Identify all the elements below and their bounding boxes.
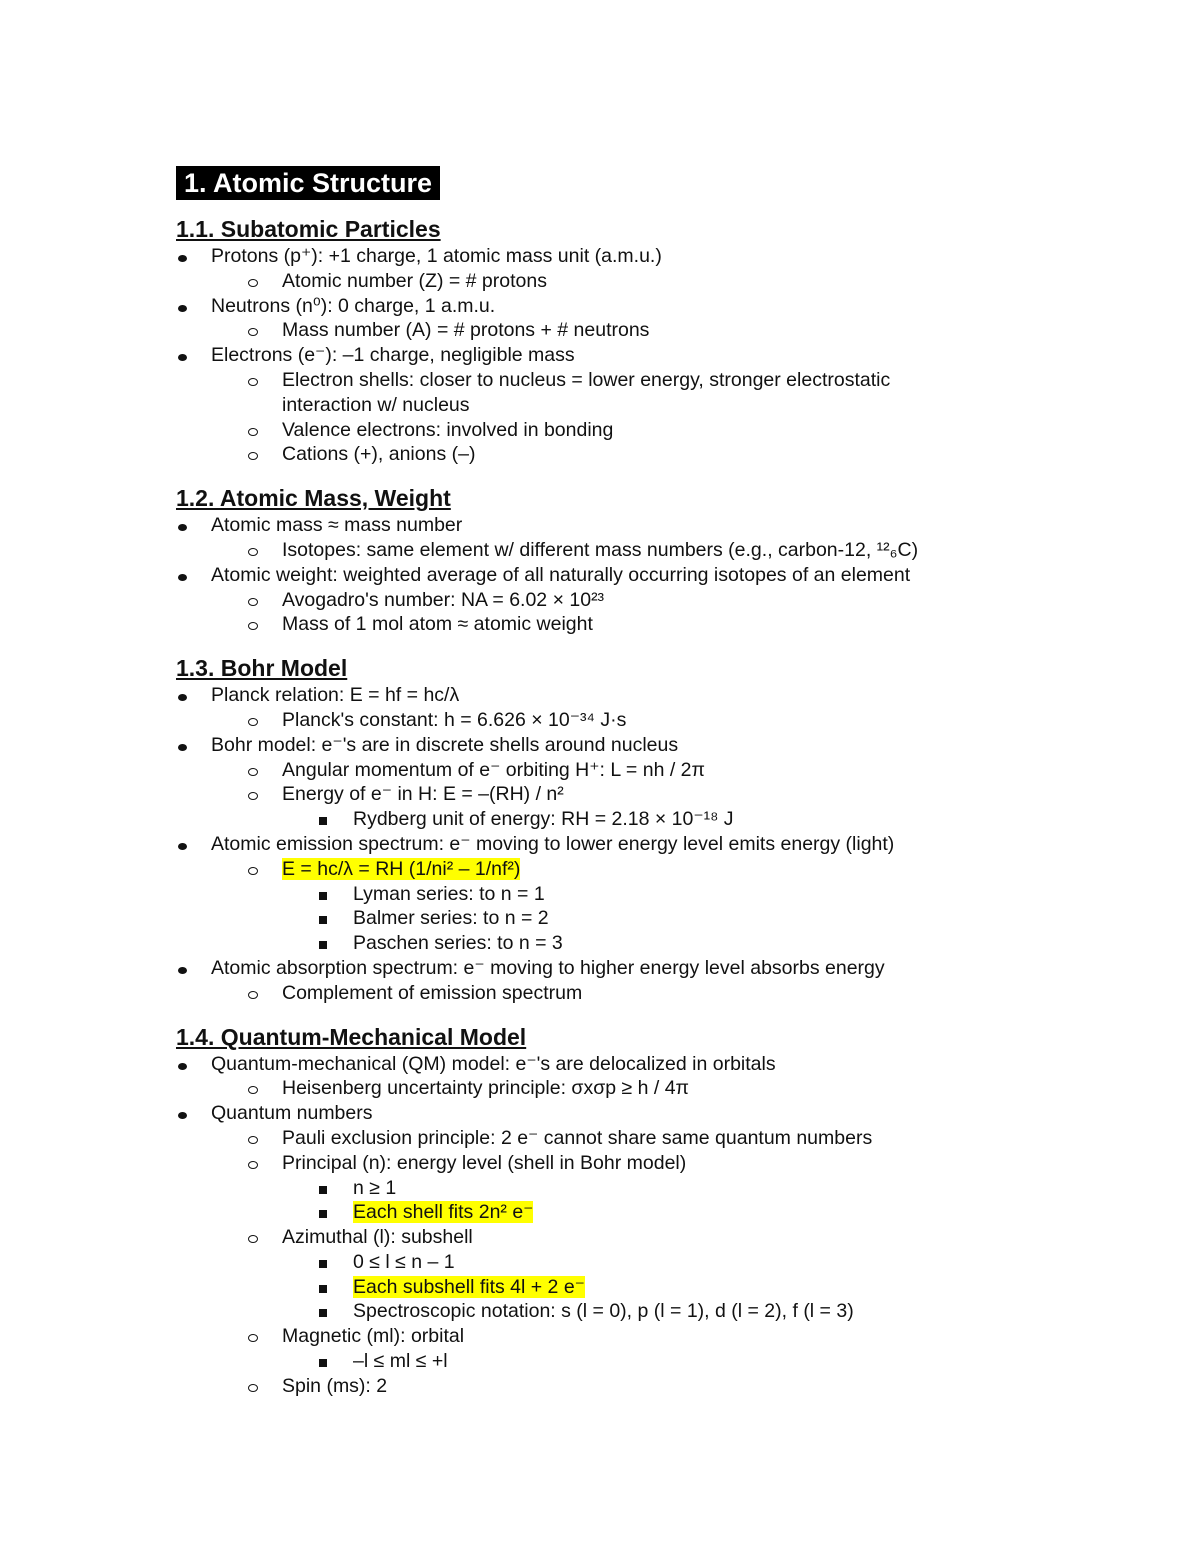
subbullet-complement	[176, 981, 1136, 1006]
bullet-emission-spectrum	[176, 832, 1136, 857]
bullet-circle-icon	[248, 378, 258, 386]
subsubbullet-paschen	[176, 931, 1136, 956]
item-text: Bohr model: e⁻'s are in discrete shells around nucleus	[211, 733, 679, 756]
bullet-circle-icon	[248, 428, 258, 436]
bullet-square-icon	[319, 817, 327, 825]
bullet-quantum-numbers	[176, 1101, 1136, 1126]
bullet-atomic-weight	[176, 563, 1136, 588]
item-text: Principal (n): energy level (shell in Bohr model)	[282, 1151, 687, 1174]
bullet-square-icon	[319, 1210, 327, 1218]
subsubbullet-n-range	[176, 1176, 1136, 1201]
subbullet-mass-number	[176, 318, 1136, 343]
item-text: Angular momentum of e⁻ orbiting H⁺: L = nh / 2π	[282, 758, 705, 781]
bullet-circle-icon	[248, 598, 258, 606]
bullet-circle-icon	[248, 1136, 258, 1144]
item-text: Cations (+), anions (–)	[282, 443, 476, 466]
item-text: Spin (ms): 2	[282, 1374, 388, 1397]
bullet-circle-icon	[248, 792, 258, 800]
subbullet-mass-of-mol	[176, 612, 1136, 637]
item-text: Atomic absorption spectrum: e⁻ moving to higher energy level absorbs energy	[211, 956, 885, 979]
bullet-circle-icon	[248, 867, 258, 875]
item-text: n ≥ 1	[353, 1176, 397, 1199]
item-text: Avogadro's number: NA = 6.02 × 10²³	[282, 588, 605, 611]
section-heading-quantum-mechanical-model: 1.4. Quantum-Mechanical Model	[176, 1023, 527, 1050]
bullet-disc-icon	[178, 843, 187, 850]
bullet-atomic-mass	[176, 513, 1136, 538]
bullet-circle-icon	[248, 548, 258, 556]
bullet-disc-icon	[178, 574, 187, 581]
item-text: Valence electrons: involved in bonding	[282, 418, 614, 441]
item-text: Mass number (A) = # protons + # neutrons	[282, 319, 650, 342]
subbullet-avogadro	[176, 588, 1136, 613]
subbullet-energy-of-electron	[176, 782, 1136, 807]
item-text: Paschen series: to n = 3	[353, 932, 563, 955]
section-heading-atomic-mass-weight: 1.2. Atomic Mass, Weight	[176, 485, 451, 512]
bullet-disc-icon	[178, 255, 187, 262]
subsubbullet-shell-capacity	[176, 1200, 1136, 1225]
item-text: Azimuthal (l): subshell	[282, 1226, 473, 1249]
item-text: Rydberg unit of energy: RH = 2.18 × 10⁻¹⁸ J	[353, 808, 734, 831]
bullet-disc-icon	[178, 694, 187, 701]
bullet-circle-icon	[248, 1235, 258, 1243]
item-text: Complement of emission spectrum	[282, 981, 583, 1004]
document-page	[176, 166, 1136, 1399]
subbullet-cations-anions	[176, 442, 1136, 467]
subsubbullet-ml-range	[176, 1349, 1136, 1374]
subbullet-valence-electrons	[176, 418, 1136, 443]
bullet-square-icon	[319, 892, 327, 900]
bullet-square-icon	[319, 1359, 327, 1367]
bullet-circle-icon	[248, 1384, 258, 1392]
item-text: 0 ≤ l ≤ n – 1	[353, 1250, 455, 1273]
subbullet-electron-shells	[176, 368, 1136, 418]
subsubbullet-rydberg	[176, 807, 1136, 832]
bullet-square-icon	[319, 941, 327, 949]
bullet-circle-icon	[248, 991, 258, 999]
item-text: Planck relation: E = hf = hc/λ	[211, 684, 460, 707]
item-text: Balmer series: to n = 2	[353, 907, 549, 930]
bullet-disc-icon	[178, 305, 187, 312]
subbullet-principal	[176, 1151, 1136, 1176]
subsubbullet-l-range	[176, 1250, 1136, 1275]
item-text: Atomic emission spectrum: e⁻ moving to lower energy level emits energy (light)	[211, 832, 895, 855]
section-heading-bohr-model: 1.3. Bohr Model	[176, 655, 348, 682]
bullet-planck-relation	[176, 683, 1136, 708]
bullet-disc-icon	[178, 1063, 187, 1070]
subbullet-pauli	[176, 1126, 1136, 1151]
subbullet-magnetic	[176, 1324, 1136, 1349]
item-text: Electron shells: closer to nucleus = lower energy, stronger electrostatic interaction w/ nucleus	[282, 368, 891, 416]
item-text: Quantum-mechanical (QM) model: e⁻'s are delocalized in orbitals	[211, 1052, 776, 1075]
item-text: Neutrons (n⁰): 0 charge, 1 a.m.u.	[211, 294, 496, 317]
item-text: Atomic number (Z) = # protons	[282, 269, 547, 292]
bullet-circle-icon	[248, 452, 258, 460]
item-text-highlighted: Each subshell fits 4l + 2 e⁻	[353, 1275, 585, 1298]
bullet-square-icon	[319, 1285, 327, 1293]
subbullet-angular-momentum	[176, 758, 1136, 783]
section-heading-subatomic-particles: 1.1. Subatomic Particles	[176, 216, 441, 242]
bullet-disc-icon	[178, 354, 187, 361]
bullet-circle-icon	[248, 328, 258, 336]
subsubbullet-subshell-capacity	[176, 1275, 1136, 1300]
item-text: Isotopes: same element w/ different mass numbers (e.g., carbon-12, ¹²₆C)	[282, 538, 919, 561]
subbullet-isotopes	[176, 538, 1136, 563]
bullet-circle-icon	[248, 718, 258, 726]
item-text: Lyman series: to n = 1	[353, 882, 545, 905]
item-text: Heisenberg uncertainty principle: σxσp ≥ h / 4π	[282, 1077, 690, 1100]
item-text: Electrons (e⁻): –1 charge, negligible mass	[211, 344, 575, 367]
bullet-protons	[176, 244, 1136, 269]
bullet-circle-icon	[248, 768, 258, 776]
bullet-neutrons	[176, 294, 1136, 319]
subbullet-heisenberg	[176, 1076, 1136, 1101]
bullet-disc-icon	[178, 524, 187, 531]
bullet-circle-icon	[248, 1334, 258, 1342]
bullet-bohr-model	[176, 733, 1136, 758]
item-text: Quantum numbers	[211, 1102, 373, 1125]
bullet-square-icon	[319, 1309, 327, 1317]
subbullet-spin	[176, 1374, 1136, 1399]
subbullet-azimuthal	[176, 1225, 1136, 1250]
item-text-highlighted: E = hc/λ = RH (1/ni² – 1/nf²)	[282, 857, 521, 880]
item-text: Magnetic (ml): orbital	[282, 1325, 465, 1348]
item-text: Protons (p⁺): +1 charge, 1 atomic mass unit (a.m.u.)	[211, 245, 662, 267]
item-text: Energy of e⁻ in H: E = –(RH) / n²	[282, 783, 564, 806]
bullet-square-icon	[319, 916, 327, 924]
bullet-electrons	[176, 343, 1136, 368]
bullet-square-icon	[319, 1186, 327, 1194]
item-text: Planck's constant: h = 6.626 × 10⁻³⁴ J·s	[282, 708, 627, 731]
bullet-square-icon	[319, 1260, 327, 1268]
item-text-highlighted: Each shell fits 2n² e⁻	[353, 1201, 534, 1224]
bullet-disc-icon	[178, 1112, 187, 1119]
bullet-disc-icon	[178, 744, 187, 751]
bullet-absorption-spectrum	[176, 956, 1136, 981]
bullet-qm-model	[176, 1052, 1136, 1077]
item-text: Spectroscopic notation: s (l = 0), p (l = 1), d (l = 2), f (l = 3)	[353, 1300, 854, 1323]
item-text: Atomic mass ≈ mass number	[211, 514, 463, 537]
bullet-circle-icon	[248, 279, 258, 287]
subbullet-atomic-number	[176, 269, 1136, 294]
item-text: Atomic weight: weighted average of all naturally occurring isotopes of an element	[211, 563, 911, 586]
bullet-disc-icon	[178, 967, 187, 974]
subsubbullet-balmer	[176, 906, 1136, 931]
subsubbullet-lyman	[176, 882, 1136, 907]
subbullet-emission-formula	[176, 857, 1136, 882]
item-text: –l ≤ ml ≤ +l	[353, 1350, 448, 1373]
item-text: Mass of 1 mol atom ≈ atomic weight	[282, 613, 593, 636]
bullet-circle-icon	[248, 1086, 258, 1094]
subbullet-planck-constant	[176, 708, 1136, 733]
item-text: Pauli exclusion principle: 2 e⁻ cannot share same quantum numbers	[282, 1126, 873, 1149]
bullet-circle-icon	[248, 622, 258, 630]
subsubbullet-spectroscopic-notation	[176, 1299, 1136, 1324]
bullet-circle-icon	[248, 1161, 258, 1169]
page-title: 1. Atomic Structure	[176, 166, 440, 200]
